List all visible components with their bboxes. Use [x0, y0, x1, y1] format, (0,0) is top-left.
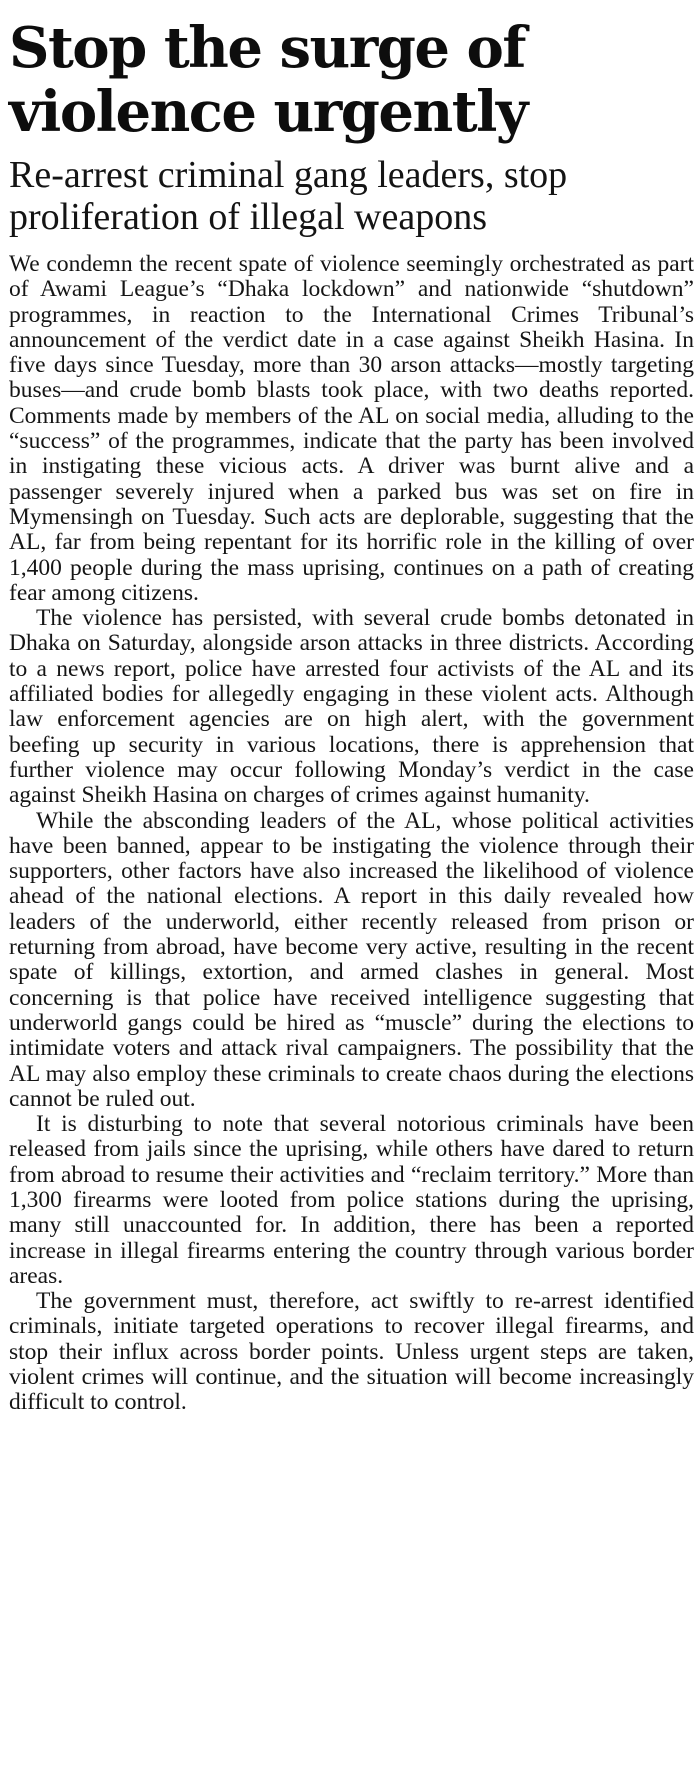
article-body	[9, 252, 694, 1416]
subheadline: Re-arrest criminal gang leaders, stop proliferation of illegal weapons	[9, 154, 568, 238]
editorial-article	[9, 16, 694, 1416]
headline: Stop the surge of violence urgently	[9, 15, 527, 145]
body-paragraph: The government must, therefore, act swiftly to re-arrest identified criminals, initiate targeted operations to recover illegal firearms, and stop their influx across border points. Unless urgent steps are taken, violent crimes will continue, and the situation will become increasingly difficult to control.	[9, 1288, 694, 1416]
body-paragraph: The violence has persisted, with several crude bombs detonated in Dhaka on Saturday, alongside arson attacks in three districts. According to a news report, police have arrested four activists of the AL and its affiliated bodies for allegedly engaging in these violent acts. Although law enforcement agencies are on high alert, with the government beefing up security in various locations, there is apprehension that further violence may occur following Monday’s verdict in the case against Sheikh Hasina on charges of crimes against humanity.	[9, 605, 694, 809]
body-paragraph: We condemn the recent spate of violence seemingly orchestrated as part of Awami League’s “Dhaka lockdown” and nationwide “shutdown” programmes, in reaction to the International Crimes Tribunal’s announcement of the verdict date in a case against Sheikh Hasina. In five days since Tuesday, more than 30 arson attacks—mostly targeting buses—and crude bomb blasts took place, with two deaths reported. Comments made by members of the AL on social media, alluding to the “success” of the programmes, indicate that the party has been involved in instigating these vicious acts. A driver was burnt alive and a passenger severely injured when a parked bus was set on fire in Mymensingh on Tuesday. Such acts are deplorable, suggesting that the AL, far from being repentant for its horrific role in the killing of over 1,400 people during the mass uprising, continues on a path of creating fear among citizens.	[9, 251, 694, 606]
body-paragraph: While the absconding leaders of the AL, whose political activities have been banned, appear to be instigating the violence through their supporters, other factors have also increased the likelihood of violence ahead of the national elections. A report in this daily revealed how leaders of the underworld, either recently released from prison or returning from abroad, have become very active, resulting in the recent spate of killings, extortion, and armed clashes in general. Most concerning is that police have received intelligence suggesting that underworld gangs could be hired as “muscle” during the elections to intimidate voters and attack rival campaigners. The possibility that the AL may also employ these criminals to create chaos during the elections cannot be ruled out.	[9, 807, 694, 1112]
body-paragraph: It is disturbing to note that several notorious criminals have been released from jails since the uprising, while others have dared to return from abroad to resume their activities and “reclaim territory.” More than 1,300 firearms were looted from police stations during the uprising, many still unaccounted for. In addition, there has been a reported increase in illegal firearms entering the country through various border areas.	[9, 1111, 694, 1289]
